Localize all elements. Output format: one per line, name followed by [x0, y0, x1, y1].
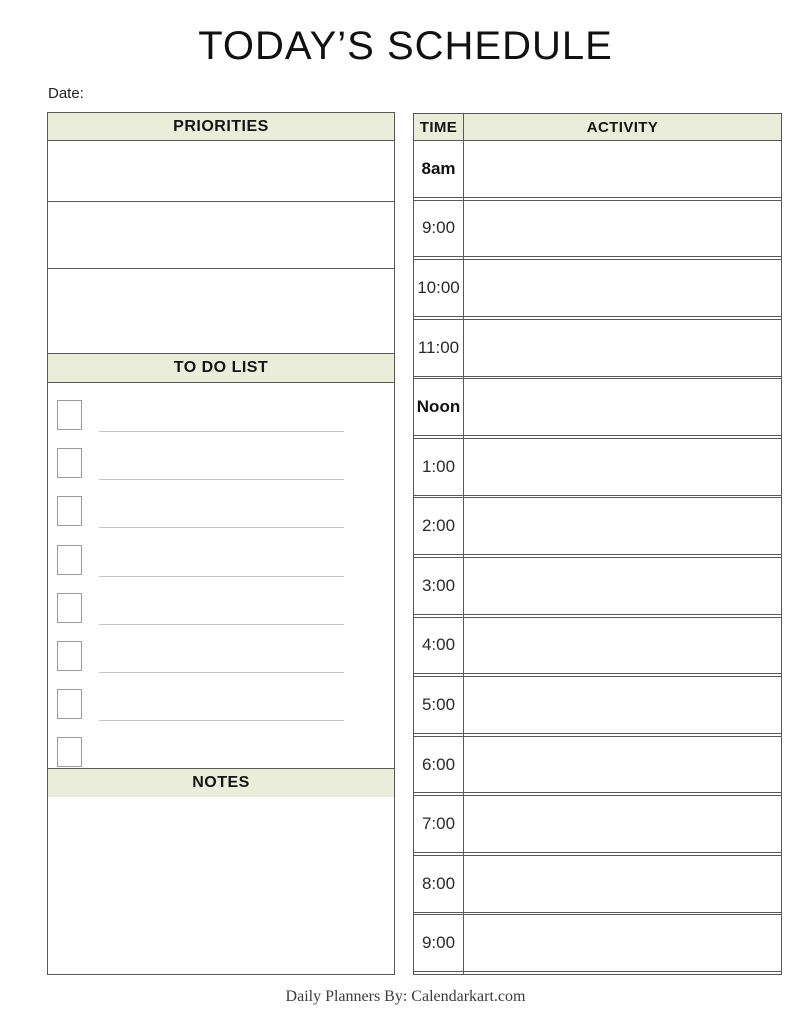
schedule-header-row	[414, 114, 782, 141]
time-cell: 7:00	[414, 796, 464, 853]
todo-item	[48, 383, 394, 431]
time-cell: 1:00	[414, 438, 464, 495]
schedule-row	[414, 617, 782, 674]
schedule-row	[414, 677, 782, 734]
activity-cell[interactable]	[464, 260, 782, 317]
schedule-row	[414, 379, 782, 436]
activity-cell[interactable]	[464, 617, 782, 674]
time-cell: 2:00	[414, 498, 464, 555]
todo-checkbox[interactable]	[57, 689, 82, 719]
schedule-row	[414, 438, 782, 495]
schedule-table	[413, 113, 782, 975]
todo-checkbox[interactable]	[57, 448, 82, 478]
activity-cell[interactable]	[464, 855, 782, 912]
schedule-row	[414, 260, 782, 317]
time-cell: Noon	[414, 379, 464, 436]
todo-item	[48, 576, 394, 624]
schedule-row	[414, 200, 782, 257]
todo-item	[48, 720, 394, 768]
todo-checkbox[interactable]	[57, 496, 82, 526]
activity-cell[interactable]	[464, 438, 782, 495]
schedule-row	[414, 915, 782, 972]
left-panel	[47, 112, 395, 975]
schedule-row	[414, 141, 782, 198]
time-cell	[414, 972, 464, 975]
time-cell: 5:00	[414, 677, 464, 734]
priorities-row[interactable]	[48, 268, 394, 353]
todo-item	[48, 479, 394, 527]
activity-cell[interactable]	[464, 379, 782, 436]
activity-cell[interactable]	[464, 796, 782, 853]
activity-cell[interactable]	[464, 972, 782, 975]
time-column-header: TIME	[414, 114, 464, 141]
notes-area[interactable]	[48, 797, 394, 974]
todo-checkbox[interactable]	[57, 593, 82, 623]
footer-credit: Daily Planners By: Calendarkart.com	[285, 988, 526, 1005]
schedule-row	[414, 855, 782, 912]
todo-item	[48, 431, 394, 479]
time-cell: 10:00	[414, 260, 464, 317]
priorities-row[interactable]	[48, 140, 394, 201]
schedule-row	[414, 319, 782, 376]
todo-checkbox[interactable]	[57, 545, 82, 575]
time-cell: 9:00	[414, 915, 464, 972]
todo-checkbox[interactable]	[57, 641, 82, 671]
notes-header: NOTES	[48, 768, 394, 797]
activity-column-header: ACTIVITY	[464, 114, 782, 141]
time-cell: 9:00	[414, 200, 464, 257]
time-cell: 8:00	[414, 855, 464, 912]
todo-item	[48, 624, 394, 672]
priorities-header: PRIORITIES	[48, 113, 394, 140]
date-label[interactable]: Date:	[48, 85, 84, 102]
time-cell: 8am	[414, 141, 464, 198]
todo-item	[48, 527, 394, 575]
activity-cell[interactable]	[464, 319, 782, 376]
time-cell: 3:00	[414, 557, 464, 614]
time-cell: 6:00	[414, 736, 464, 793]
priorities-row[interactable]	[48, 201, 394, 268]
page-title: TODAY’S SCHEDULE	[198, 24, 613, 68]
todo-checkbox[interactable]	[57, 737, 82, 767]
schedule-row	[414, 736, 782, 793]
todo-item	[48, 672, 394, 720]
time-cell: 11:00	[414, 319, 464, 376]
schedule-row	[414, 557, 782, 614]
todo-checkbox[interactable]	[57, 400, 82, 430]
todo-list	[48, 382, 394, 768]
activity-cell[interactable]	[464, 141, 782, 198]
activity-cell[interactable]	[464, 677, 782, 734]
schedule-row	[414, 796, 782, 853]
activity-cell[interactable]	[464, 498, 782, 555]
activity-cell[interactable]	[464, 736, 782, 793]
activity-cell[interactable]	[464, 915, 782, 972]
schedule-row	[414, 498, 782, 555]
todo-header: TO DO LIST	[48, 353, 394, 382]
activity-cell[interactable]	[464, 200, 782, 257]
schedule-row	[414, 972, 782, 975]
activity-cell[interactable]	[464, 557, 782, 614]
time-cell: 4:00	[414, 617, 464, 674]
